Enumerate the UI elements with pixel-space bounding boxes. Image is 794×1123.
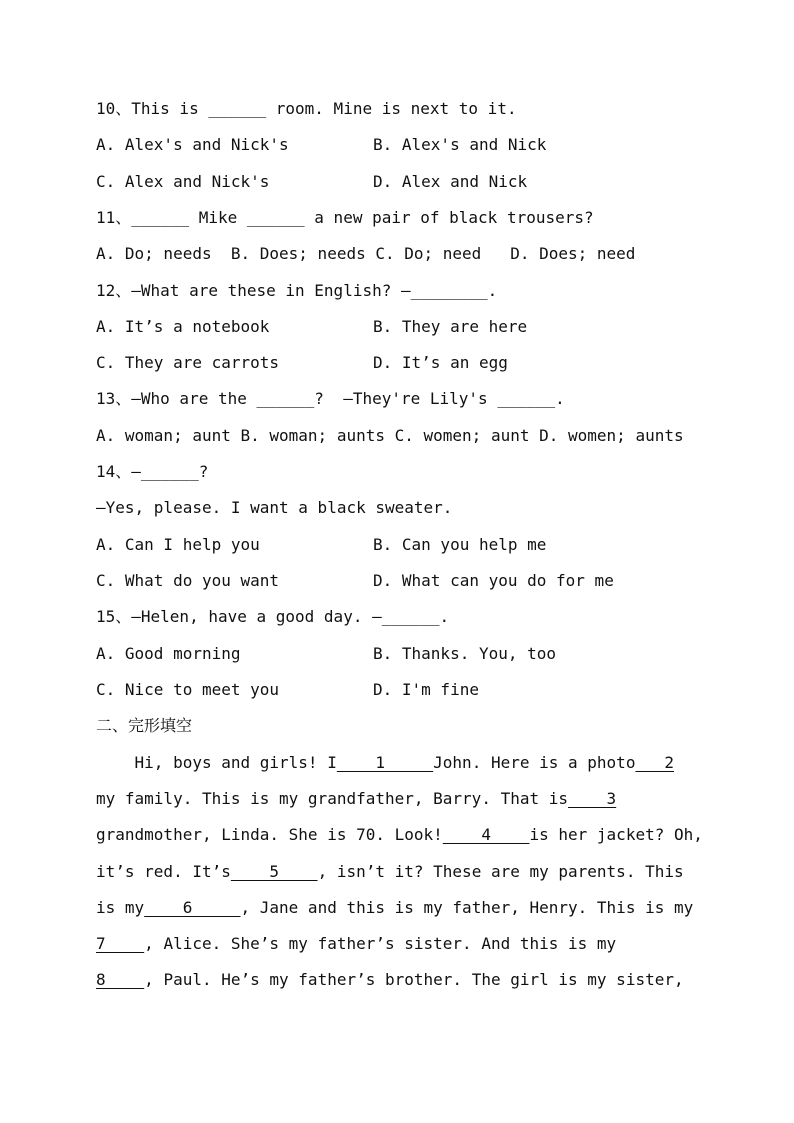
passage-line-2 — [96, 789, 696, 809]
passage-text: , Alice. She’s my father’s sister. And this is my — [144, 934, 617, 953]
question-10-option-b: B. Alex's and Nick — [373, 135, 547, 154]
passage-text: Hi, boys and girls! I — [96, 753, 337, 772]
passage-line-5 — [96, 898, 696, 918]
passage-line-1 — [96, 753, 696, 773]
passage-line-3 — [96, 825, 703, 845]
passage-line-7 — [96, 970, 696, 990]
question-12-stem: 12、—What are these in English? —________. — [96, 281, 498, 300]
question-15-stem: 15、—Helen, have a good day. —______. — [96, 607, 450, 626]
question-12-option-a: A. It’s a notebook — [96, 317, 270, 336]
cloze-blank-4: 4 — [442, 825, 530, 844]
cloze-blank-3: 3 — [568, 789, 617, 808]
question-14-stem-reply: —Yes, please. I want a black sweater. — [96, 498, 453, 517]
question-13-options: A. woman; aunt B. woman; aunts C. women; aunt D. women; aunts — [96, 426, 684, 445]
cloze-blank-1: 1 — [336, 753, 434, 772]
question-15-option-d: D. I'm fine — [373, 680, 479, 699]
question-10-option-d: D. Alex and Nick — [373, 172, 528, 191]
cloze-blank-7: 7 — [96, 934, 145, 953]
passage-text: is my — [96, 898, 145, 917]
question-11-options: A. Do; needs B. Does; needs C. Do; need D. Does; need — [96, 244, 636, 263]
passage-text: grandmother, Linda. She is 70. Look! — [96, 825, 443, 844]
cloze-blank-5: 5 — [230, 862, 318, 881]
passage-text: it’s red. It’s — [96, 862, 231, 881]
question-14-option-d: D. What can you do for me — [373, 571, 614, 590]
question-10-stem: 10、This is ______ room. Mine is next to it. — [96, 99, 517, 118]
passage-text: , Paul. He’s my father’s brother. The girl is my sister, — [144, 970, 684, 989]
question-14-stem: 14、—______? — [96, 462, 209, 481]
passage-line-4 — [96, 862, 696, 882]
cloze-blank-8: 8 — [96, 970, 145, 989]
question-13-stem: 13、—Who are the ______? —They're Lily's ______. — [96, 389, 565, 408]
question-10-option-a: A. Alex's and Nick's — [96, 135, 289, 154]
question-14-option-a: A. Can I help you — [96, 535, 260, 554]
question-15-option-b: B. Thanks. You, too — [373, 644, 557, 663]
passage-text: my family. This is my grandfather, Barry. That is — [96, 789, 569, 808]
cloze-blank-2: 2 — [635, 753, 674, 772]
question-10-option-c: C. Alex and Nick's — [96, 172, 270, 191]
question-11-stem: 11、______ Mike ______ a new pair of black trousers? — [96, 208, 594, 227]
passage-text: , isn’t it? These are my parents. This — [317, 862, 684, 881]
question-12-option-b: B. They are here — [373, 317, 528, 336]
cloze-blank-6: 6 — [144, 898, 241, 917]
passage-text: John. Here is a photo — [433, 753, 636, 772]
passage-line-6 — [96, 934, 696, 954]
question-15-option-c: C. Nice to meet you — [96, 680, 280, 699]
question-14-option-c: C. What do you want — [96, 571, 280, 590]
passage-text: , Jane and this is my father, Henry. This is my — [240, 898, 694, 917]
passage-text: is her jacket? Oh, — [529, 825, 703, 844]
section-2-title: 二、完形填空 — [96, 716, 193, 735]
question-12-option-d: D. It’s an egg — [373, 353, 508, 372]
question-15-option-a: A. Good morning — [96, 644, 241, 663]
question-12-option-c: C. They are carrots — [96, 353, 280, 372]
question-14-option-b: B. Can you help me — [373, 535, 547, 554]
